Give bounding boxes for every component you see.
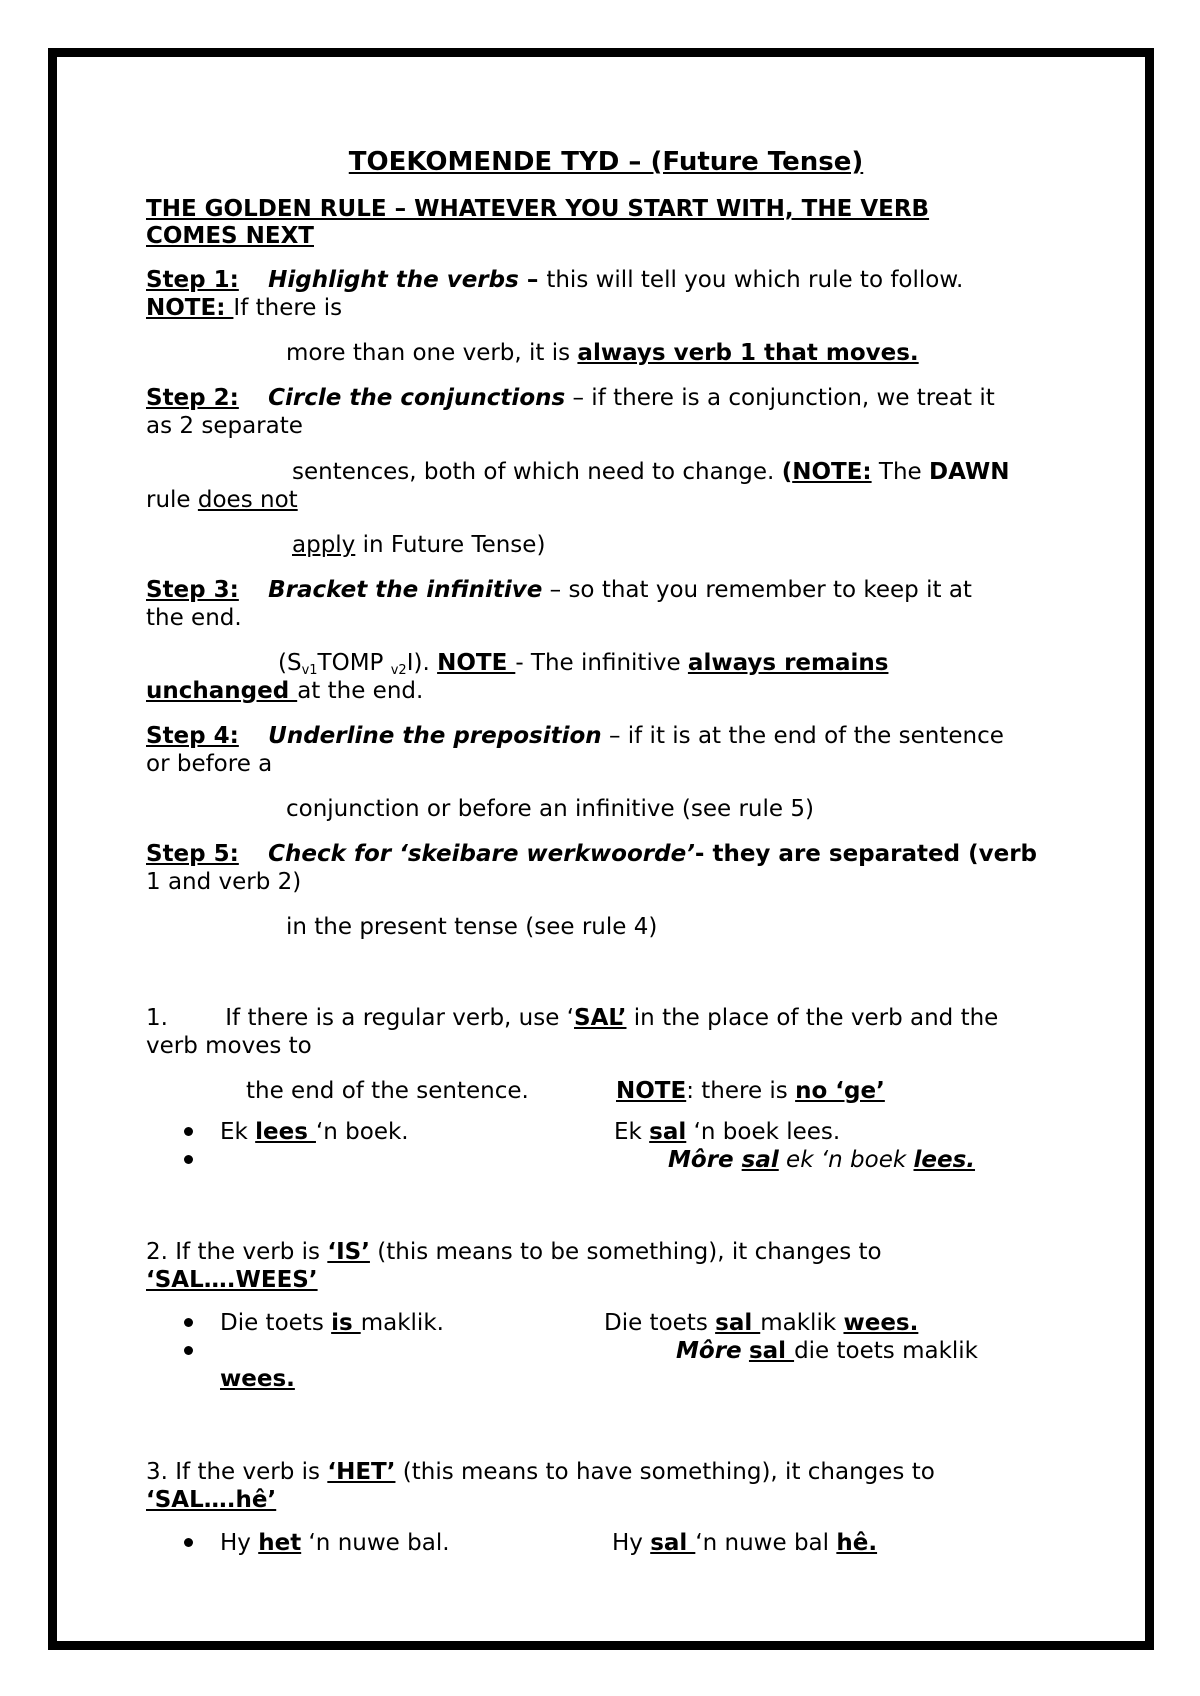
- example-present: Die toets is maklik.: [220, 1310, 444, 1336]
- example-future: Die toets sal maklik wees.: [604, 1310, 919, 1336]
- step-1-line2: NOTE: If there is: [146, 295, 343, 321]
- rule-3-target: ‘SAL….hê’: [146, 1487, 277, 1513]
- dawn-label: DAWN: [929, 459, 1010, 485]
- rule-key: ‘HET’: [327, 1459, 396, 1485]
- bullet: [184, 1538, 193, 1547]
- step-2-line3: sentences, both of which need to change. (NOTE: The DAWN: [292, 459, 1010, 485]
- page-title: TOEKOMENDE TYD – (Future Tense): [348, 147, 864, 177]
- rule-2-target: ‘SAL….WEES’: [146, 1267, 318, 1293]
- rule-1: 1. If there is a regular verb, use ‘SAL’ in the place of the verb and the: [146, 1005, 999, 1031]
- rule-key: ‘IS’: [327, 1239, 370, 1265]
- rule-1-line3: the end of the sentence.: [246, 1078, 529, 1104]
- example-inversion-end: wees.: [220, 1366, 295, 1392]
- step-2-line5: apply in Future Tense): [292, 532, 546, 558]
- step-5-line2: 1 and verb 2): [146, 869, 302, 895]
- step-heading: Check for ‘skeibare werkwoorde’: [268, 841, 695, 867]
- step-label: Step 3:: [146, 577, 239, 603]
- bullet: [184, 1318, 193, 1327]
- example-present: Hy het ‘n nuwe bal.: [220, 1530, 450, 1556]
- example-present: Ek lees ‘n boek.: [220, 1119, 409, 1145]
- step-heading: Highlight the verbs: [268, 267, 519, 293]
- step-label: Step 1:: [146, 267, 239, 293]
- rule-2: 2. If the verb is ‘IS’ (this means to be something), it changes to: [146, 1239, 882, 1265]
- rule-1-line2: verb moves to: [146, 1033, 312, 1059]
- bullet: [184, 1127, 193, 1136]
- example-inversion: Môre sal die toets maklik: [676, 1338, 978, 1364]
- step-heading: Bracket the infinitive: [268, 577, 543, 603]
- example-future: Ek sal ‘n boek lees.: [614, 1119, 841, 1145]
- step-3-line2: the end.: [146, 605, 242, 631]
- step-4: Step 4: Underline the preposition – if it is at the end of the sentence: [146, 723, 1004, 749]
- step-5: Step 5: Check for ‘skeibare werkwoorde’- they are separated (verb: [146, 841, 1038, 867]
- golden-rule-line1: THE GOLDEN RULE – WHATEVER YOU START WITH, THE VERB: [146, 196, 930, 222]
- rule-number: 3.: [146, 1459, 168, 1485]
- emphasis: always verb 1 that moves.: [577, 340, 919, 366]
- step-1-line3: more than one verb, it is always verb 1 that moves.: [286, 340, 919, 366]
- step-2-line4: rule does not: [146, 487, 298, 513]
- step-2-line2: as 2 separate: [146, 413, 303, 439]
- golden-rule-line2: COMES NEXT: [146, 223, 314, 249]
- step-5-line3: in the present tense (see rule 4): [286, 914, 658, 940]
- note-label: NOTE: [616, 1078, 687, 1104]
- note-label: NOTE: [437, 650, 516, 676]
- step-label: Step 2:: [146, 385, 239, 411]
- step-heading: Underline the preposition: [268, 723, 602, 749]
- step-heading: Circle the conjunctions: [268, 385, 566, 411]
- example-future: Hy sal ‘n nuwe bal hê.: [612, 1530, 878, 1556]
- step-label: Step 4:: [146, 723, 239, 749]
- step-4-line2: or before a: [146, 751, 273, 777]
- example-inversion: Môre sal ek ‘n boek lees.: [668, 1147, 976, 1173]
- step-4-line3: conjunction or before an infinitive (see rule 5): [286, 796, 814, 822]
- step-3-line4: unchanged at the end.: [146, 678, 424, 704]
- rule-1-note: NOTE: there is no ‘ge’: [616, 1078, 885, 1104]
- note-label: NOTE:: [792, 459, 872, 485]
- rule-number: 1.: [146, 1005, 168, 1031]
- bullet: [184, 1346, 193, 1355]
- formula: ($S_{v1}TOMP$ $_{v2}$I).: [278, 650, 430, 678]
- step-3: Step 3: Bracket the infinitive – so that you remember to keep it at: [146, 577, 972, 603]
- bullet: [184, 1155, 193, 1164]
- step-2: Step 2: Circle the conjunctions – if there is a conjunction, we treat it: [146, 385, 995, 411]
- note-label: NOTE:: [146, 295, 234, 321]
- step-3-line3: ($S_{v1}TOMP$ $_{v2}$I). NOTE - The infinitive always remains: [278, 650, 889, 678]
- rule-key: SAL’: [574, 1005, 627, 1031]
- rule-3: 3. If the verb is ‘HET’ (this means to have something), it changes to: [146, 1459, 935, 1485]
- step-1: Step 1: Highlight the verbs – this will tell you which rule to follow.: [146, 267, 964, 293]
- rule-number: 2.: [146, 1239, 168, 1265]
- step-label: Step 5:: [146, 841, 239, 867]
